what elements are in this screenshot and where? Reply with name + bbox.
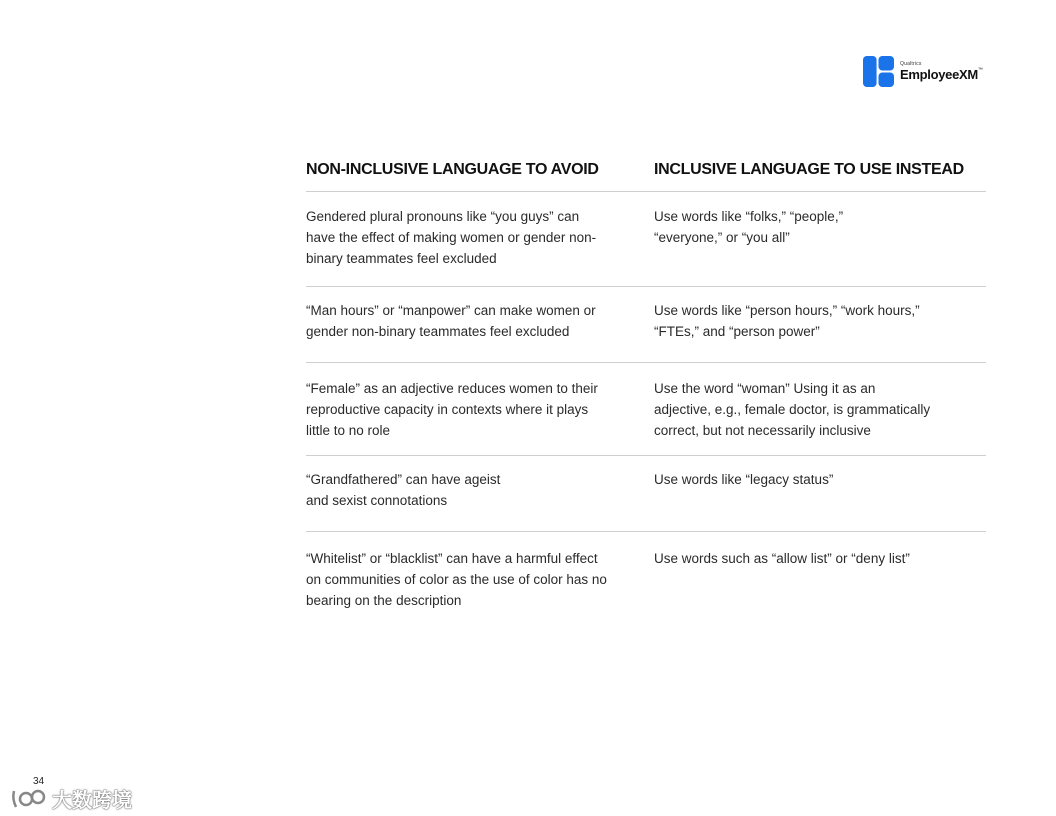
brand-product-name	[900, 68, 983, 81]
page-number: 34	[33, 776, 45, 787]
avoid-cell: “Grandfathered” can have ageist and sexist connotations	[306, 472, 501, 508]
watermark-logo-icon	[10, 787, 50, 811]
avoid-cell: “Female” as an adjective reduces women to their reproductive capacity in contexts where it plays little to no role	[306, 381, 598, 438]
table-row	[306, 363, 986, 456]
table-header-row	[306, 160, 986, 192]
table-row	[306, 532, 986, 612]
header-avoid: NON-INCLUSIVE LANGUAGE TO AVOID	[306, 161, 599, 178]
instead-cell: Use words like “legacy status”	[654, 472, 834, 487]
avoid-cell: Gendered plural pronouns like “you guys” can have the effect of making women or gender non- binary teammates feel excluded	[306, 209, 597, 266]
instead-cell: Use words such as “allow list” or “deny list”	[654, 551, 910, 566]
table-row	[306, 456, 986, 532]
instead-cell: Use words like “person hours,” “work hours,” “FTEs,” and “person power”	[654, 303, 920, 339]
brand-name-text: EmployeeXM	[900, 66, 978, 82]
language-comparison-table	[306, 160, 986, 612]
instead-cell: Use the word “woman” Using it as an adjective, e.g., female doctor, is grammatically correct, but not necessarily inclusive	[654, 381, 931, 438]
header-instead: INCLUSIVE LANGUAGE TO USE INSTEAD	[654, 161, 964, 178]
watermark-text: 大数跨境	[52, 788, 132, 812]
employeexm-logo-icon	[863, 56, 894, 87]
avoid-cell: “Man hours” or “manpower” can make women or gender non-binary teammates feel excluded	[306, 303, 596, 339]
instead-cell: Use words like “folks,” “people,” “everyone,” or “you all”	[654, 209, 844, 245]
brand-trademark: ™	[977, 66, 983, 73]
avoid-cell: “Whitelist” or “blacklist” can have a harmful effect on communities of color as the use of color has no bearing on the description	[306, 551, 607, 608]
brand-logo	[863, 55, 983, 87]
watermark	[10, 784, 132, 813]
table-row	[306, 192, 986, 287]
table-row	[306, 287, 986, 363]
brand-company: Qualtrics	[900, 60, 922, 67]
